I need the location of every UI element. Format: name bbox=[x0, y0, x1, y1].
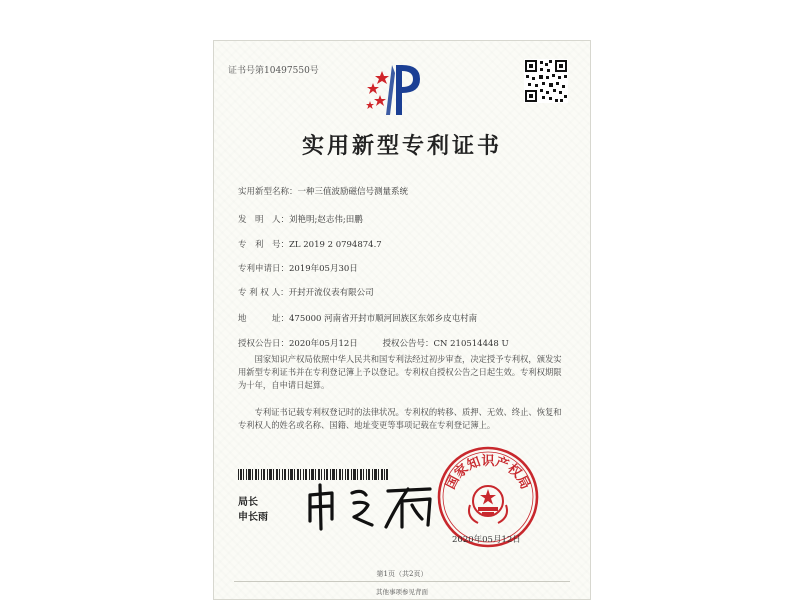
seal-date: 2020年05月12日 bbox=[452, 535, 521, 545]
grant-paragraph: 国家知识产权局依照中华人民共和国专利法经过初步审查，决定授予专利权，颁发实用新型专利证书并在专利登记簿上予以登记。专利权自授权公告之日起生效。专利权期限为十年，自申请日起算。 bbox=[238, 354, 562, 390]
footer-divider bbox=[234, 581, 570, 582]
field-grant-date bbox=[238, 337, 509, 349]
field-label: 专 利 号： bbox=[238, 240, 290, 250]
director-title-label: 局长 bbox=[238, 497, 258, 508]
field-value: 开封开流仪表有限公司 bbox=[288, 288, 374, 298]
page-number: 第1页（共2页） bbox=[376, 570, 428, 578]
field-value: 刘艳明;赵志伟;田鹏 bbox=[289, 215, 363, 225]
qr-code-icon bbox=[524, 59, 568, 103]
field-value: 2019年05月30日 bbox=[289, 264, 358, 274]
director-signature bbox=[302, 481, 452, 533]
field-patentee bbox=[238, 286, 374, 298]
field-label: 专 利 权 人： bbox=[238, 288, 289, 298]
seal-text: 国家知识产权局 bbox=[443, 454, 533, 492]
field-value: 475000 河南省开封市顺河回族区东郊乡皮屯村南 bbox=[289, 314, 478, 324]
field-label: 发 明 人： bbox=[238, 215, 290, 225]
field-label: 地 址： bbox=[238, 314, 290, 324]
field-utility-model-name bbox=[238, 185, 408, 197]
field-value: ZL 2019 2 0794874.7 bbox=[289, 240, 382, 250]
footer-note: 其他事项参见背面 bbox=[376, 588, 428, 596]
field-value: 2020年05月12日 bbox=[289, 339, 358, 349]
field-patent-number bbox=[238, 238, 382, 250]
director-name-label: 申长雨 bbox=[238, 512, 268, 523]
legal-status-paragraph: 专利证书记载专利权登记时的法律状况。专利权的转移、质押、无效、终止、恢复和专利权人的姓名或名称、国籍、地址变更等事项记载在专利登记簿上。 bbox=[238, 407, 562, 430]
field-inventors bbox=[238, 213, 363, 225]
field-label: 专利申请日： bbox=[238, 264, 290, 274]
field-label: 授权公告日： bbox=[238, 339, 290, 349]
certificate-paper bbox=[213, 40, 591, 600]
field-application-date bbox=[238, 262, 358, 274]
field-label: 实用新型名称： bbox=[238, 187, 298, 197]
barcode-icon bbox=[238, 469, 388, 480]
field-grant-publication-number: 授权公告号：CN 210514448 U bbox=[382, 339, 509, 349]
patent-office-logo-icon bbox=[362, 59, 432, 121]
field-address bbox=[238, 312, 477, 324]
field-value: 一种三值波励磁信号测量系统 bbox=[297, 187, 409, 197]
certificate-title: 实用新型专利证书 bbox=[301, 133, 502, 159]
certificate-number: 证书号第10497550号 bbox=[228, 66, 319, 76]
